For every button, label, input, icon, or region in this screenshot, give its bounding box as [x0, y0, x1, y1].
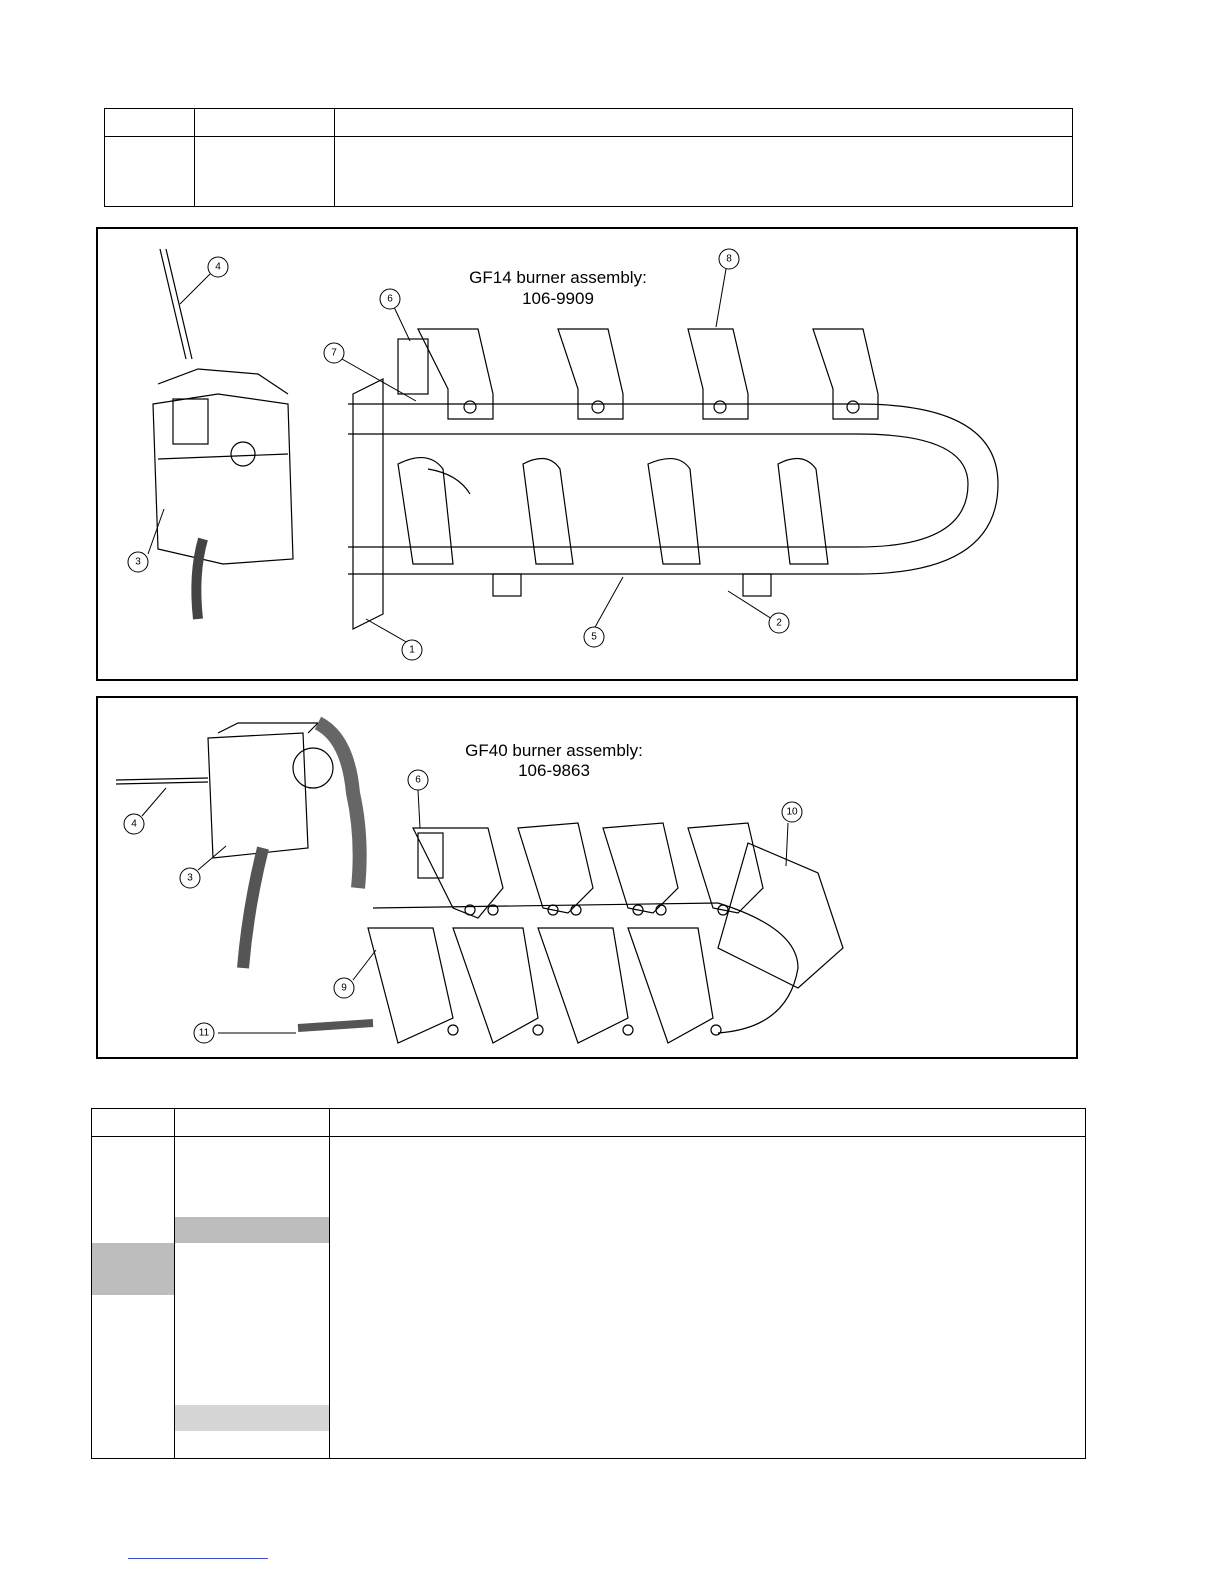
footer-link-underline [128, 1558, 268, 1559]
inlet-pipe [243, 848, 263, 968]
callout-3: 3 [135, 556, 141, 568]
diagram-part-number: 106-9863 [518, 761, 590, 780]
lower-panel [538, 928, 628, 1043]
table-cell [195, 137, 335, 207]
supply-pipe [318, 723, 360, 888]
fin [778, 459, 828, 564]
bracket-bolt [714, 401, 726, 413]
callout-4: 4 [215, 261, 221, 273]
bracket [688, 329, 748, 419]
callout-5: 5 [591, 631, 597, 643]
table-cell [105, 137, 195, 207]
valve-regulator [293, 748, 333, 788]
callout-6: 6 [415, 774, 421, 786]
bracket-bolt [847, 401, 859, 413]
bracket [558, 329, 623, 419]
callout-1: 1 [409, 644, 415, 656]
table-cell [195, 109, 335, 137]
rear-pipe [298, 1023, 373, 1028]
diagram-part-number: 106-9909 [522, 289, 594, 308]
upper-fin [688, 823, 763, 913]
lower-panel [368, 928, 453, 1043]
diagram-title: GF14 burner assembly: [469, 268, 647, 287]
inlet-elbow [196, 539, 203, 619]
lower-panel [453, 928, 538, 1043]
valve-top [218, 723, 318, 733]
lower-bolt [743, 574, 771, 596]
callout-3: 3 [187, 872, 193, 884]
bracket [418, 329, 493, 419]
lower-bolt [493, 574, 521, 596]
callout-9: 9 [341, 982, 347, 994]
table-header-row [92, 1109, 1086, 1137]
table-row [92, 1137, 1086, 1459]
table-cell [335, 109, 1073, 137]
table-header-row [105, 109, 1073, 137]
callout-4: 4 [131, 818, 137, 830]
shaded-block [175, 1405, 329, 1431]
gas-valve [153, 394, 293, 564]
table-cell [175, 1109, 330, 1137]
gf40-diagram-panel [96, 696, 1078, 1059]
pilot-assembly [418, 833, 443, 878]
burner-tube [373, 903, 718, 908]
callout-6: 6 [387, 293, 393, 305]
callout-2: 2 [776, 617, 782, 629]
igniter-wire [428, 469, 470, 494]
gf40-burner-drawing [98, 698, 1076, 1057]
table-cell [175, 1137, 330, 1459]
bracket-bolt [592, 401, 604, 413]
upper-fin [518, 823, 593, 913]
thermocouple-rod [116, 782, 208, 784]
table-cell [335, 137, 1073, 207]
fin [648, 459, 700, 564]
fin [523, 459, 573, 564]
gf14-diagram-panel [96, 227, 1078, 681]
valve-top [158, 369, 288, 394]
bracket [813, 329, 878, 419]
callout-7: 7 [331, 347, 337, 359]
valve-dial [231, 442, 255, 466]
valve-knob [173, 399, 208, 444]
callout-10: 10 [786, 806, 798, 818]
thermocouple-rod [166, 249, 192, 359]
table-cell [105, 109, 195, 137]
upper-fin [603, 823, 678, 913]
thermocouple-rod [160, 249, 186, 359]
table-cell [330, 1137, 1086, 1459]
table-row [105, 137, 1073, 207]
lower-panel [628, 928, 713, 1043]
bottom-table [91, 1108, 1086, 1459]
callout-8: 8 [726, 253, 732, 265]
gas-valve [208, 733, 308, 858]
gas-valve-line [158, 454, 288, 459]
table-cell [92, 1137, 175, 1459]
gf14-burner-drawing [98, 229, 1076, 679]
top-table [104, 108, 1073, 207]
upper-fin [413, 828, 503, 918]
bracket-bolt [464, 401, 476, 413]
table-cell [330, 1109, 1086, 1137]
pilot-assembly [398, 339, 428, 394]
callout-11: 11 [198, 1027, 210, 1039]
shaded-block [92, 1243, 174, 1295]
diagram-title: GF40 burner assembly: [465, 741, 643, 760]
mounting-plate [353, 379, 383, 629]
thermocouple-rod [116, 778, 208, 780]
heat-shield [718, 843, 843, 988]
shaded-block [175, 1217, 329, 1243]
table-cell [92, 1109, 175, 1137]
